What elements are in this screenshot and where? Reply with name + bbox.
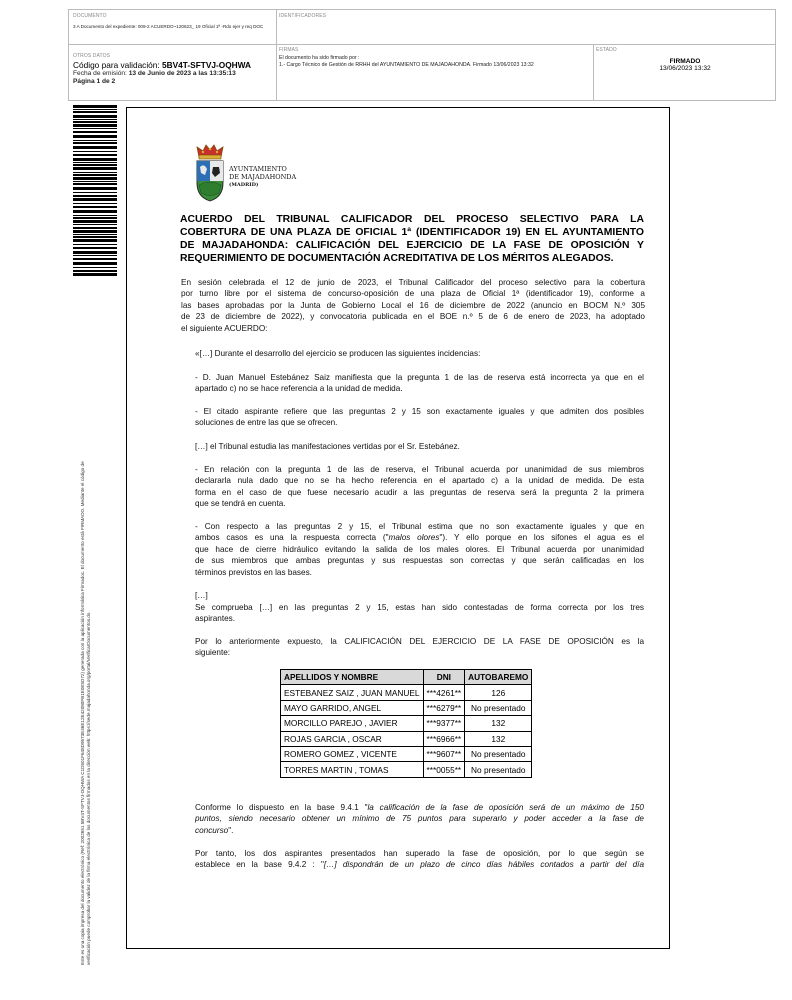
intro-paragraph <box>181 277 645 334</box>
barcode-bar <box>73 195 117 197</box>
fecha-label: Fecha de emisión: <box>73 70 127 77</box>
quote-line: soluciones de entre las que se ofrecen. <box>195 418 338 428</box>
quote-p9 <box>195 636 644 659</box>
firmas-value: 1.- Cargo Técnico de Gestión de RRHH del AYUNTAMIENTO DE MAJADAHONDA. Firmado 13/06/2023 13:32 <box>279 62 534 68</box>
coat-of-arms-logo <box>193 143 227 203</box>
cell-nombre: TORRES MARTIN , TOMAS <box>281 762 424 777</box>
fecha-value: 13 de Junio de 2023 a las 13:35:13 <box>128 70 236 77</box>
portanto-line <box>195 859 644 870</box>
codigo-label: Código para validación: <box>73 60 160 70</box>
quote-line: Por lo anteriormente expuesto, la CALIFICACIÓN DEL EJERCICIO DE LA FASE DE OPOSICIÓN es la <box>195 637 644 646</box>
barcode-bar <box>73 183 117 185</box>
quote-line: que se tendrá en cuenta. <box>195 499 286 509</box>
barcode-bar <box>73 230 117 233</box>
barcode-bar <box>73 255 117 256</box>
quote-p6 <box>195 521 644 578</box>
quote-p7-text: […] <box>195 591 208 600</box>
barcode <box>73 105 117 277</box>
quote-fragment: ambos casos es una la respuesta correcta (" <box>195 533 389 543</box>
conforme-line <box>195 825 644 836</box>
barcode-bar <box>73 109 117 110</box>
quote-line: términos previstos en las bases. <box>195 567 312 577</box>
barcode-bar <box>73 247 117 249</box>
barcode-bar <box>73 119 117 120</box>
validation-header <box>68 9 776 101</box>
barcode-bar <box>73 262 117 265</box>
barcode-bar <box>73 251 117 254</box>
barcode-bar <box>73 217 117 219</box>
cell-dni: ***9607** <box>423 746 465 761</box>
quote-p3 <box>195 406 644 429</box>
title-line-4: REQUERIMIENTO DE DOCUMENTACIÓN ACREDITATIVA DE LOS MÉRITOS ALEGADOS. <box>180 253 614 264</box>
intro-line: por turno libre por el sistema de concurso-oposición de una plaza de Oficial 1ª (identificador 19), conforme a <box>181 289 645 299</box>
barcode-bar <box>73 177 117 180</box>
quote-p7 <box>195 590 644 601</box>
barcode-bar <box>73 158 117 161</box>
identificadores-cell <box>279 13 326 19</box>
results-table <box>280 669 532 778</box>
estado-label: ESTADO <box>596 47 617 53</box>
quote-line: apartado c) no se hace referencia a la unidad de medida. <box>195 384 403 394</box>
cell-nombre: MAYO GARRIDO, ANGEL <box>281 700 424 715</box>
estado-cell <box>596 47 774 72</box>
documento-value: 3 A Documento del expediente: 009-2 ACUERDO~120623_ 19 Oficial 1ª -Rdo ejer y req DOC <box>73 24 264 29</box>
cell-autobaremo: No presentado <box>465 762 532 777</box>
conforme-italic: concurso <box>195 825 229 835</box>
firmas-intro: El documento ha sido firmado por : <box>279 55 360 61</box>
cell-nombre: ROMERO GOMEZ , VICENTE <box>281 746 424 761</box>
barcode-bar <box>73 131 117 133</box>
conforme-italic: puntos, siendo necesario obtener un mínimo de 75 puntos para superarlo y poder acceder a la fase de <box>195 814 644 824</box>
barcode-bar <box>73 203 117 204</box>
table-row <box>281 731 532 746</box>
side-verification-text <box>80 305 92 965</box>
barcode-bar <box>73 273 117 276</box>
estado-fecha: 13/06/2023 13:32 <box>659 65 711 72</box>
cell-nombre: MORCILLO PAREJO , JAVIER <box>281 716 424 731</box>
fecha-emision <box>73 70 273 78</box>
barcode-bar <box>73 267 117 268</box>
ayto-line1: AYUNTAMIENTO <box>229 165 287 173</box>
quote-line: de sus miembros que ambas preguntas y sus respuestas son correctas y que serán calificadas en los <box>195 556 644 566</box>
barcode-bar <box>73 128 117 129</box>
barcode-bar <box>73 236 117 238</box>
otros-datos-label: OTROS DATOS <box>73 53 111 59</box>
title-line-3: DE MAJADAHONDA: CALIFICACIÓN DEL EJERCICIO DE LA FASE DE OPOSICIÓN Y <box>180 240 644 251</box>
cell-dni: ***9377** <box>423 716 465 731</box>
barcode-bar <box>73 140 117 141</box>
side-text-line1: Este es una copia impresa del documento electrónico (Ref: 2002651 5BV4T-SFTVJ-OQHWA C1D501F648D9573E46E12E42080FB1E0E5D72) generada con la aplicación informática Firmadoc. El documento está FIRMADO. Mediante el código de <box>80 461 85 965</box>
table-row <box>281 746 532 761</box>
barcode-bar <box>73 210 117 213</box>
barcode-bar <box>73 115 117 118</box>
cell-dni: ***4261** <box>423 685 465 700</box>
table-row <box>281 700 532 715</box>
conforme-fragment: ". <box>228 825 234 835</box>
cell-nombre: ESTEBANEZ SAIZ , JUAN MANUEL <box>281 685 424 700</box>
barcode-bar <box>73 124 117 127</box>
cell-nombre: ROJAS GARCIA , OSCAR <box>281 731 424 746</box>
barcode-bar <box>73 239 117 242</box>
quote-p2 <box>195 372 644 395</box>
barcode-bar <box>73 227 117 229</box>
portanto-fragment: establece en la base 9.4.2 : " <box>195 860 324 870</box>
barcode-bar <box>73 270 117 272</box>
barcode-bar <box>73 192 117 193</box>
quote-line: declararla nula dado que no se ha hecho referencia en el apartado c) a la unidad de medida. De esta <box>195 476 644 486</box>
conforme-line <box>195 813 644 824</box>
quote-line: aspirantes. <box>195 614 236 624</box>
documento-label: DOCUMENTO <box>73 13 107 19</box>
conforme-italic: la calificación de la fase de oposición será de un máximo de 150 <box>367 803 644 812</box>
portanto-line: Por tanto, los dos aspirantes presentados han superado la fase de oposición, por lo que según se <box>195 849 644 858</box>
barcode-bar <box>73 111 117 113</box>
quote-line: forma en el caso de que fuese necesario acudir a las preguntas de reserva será la pregunta 2 la primera <box>195 487 644 497</box>
barcode-bar <box>73 174 117 176</box>
portanto-italic: […] dispondrán de un plazo de cinco días hábiles contados a partir del día <box>323 860 644 870</box>
barcode-bar <box>73 142 117 144</box>
barcode-bar <box>73 244 117 245</box>
cell-autobaremo: 132 <box>465 731 532 746</box>
firmas-cell <box>279 47 589 69</box>
barcode-bar <box>73 206 117 208</box>
barcode-bar <box>73 167 117 170</box>
intro-line: las bases aprobadas por la Junta de Gobierno Local el 16 de diciembre de 2022 (anuncio en BOCM N.º 305 <box>181 300 645 310</box>
ayto-line3: (MADRID) <box>229 182 259 188</box>
barcode-bar <box>73 224 117 225</box>
header-apellidos: APELLIDOS Y NOMBRE <box>281 670 424 685</box>
conforme-line <box>195 802 644 813</box>
barcode-bar <box>73 162 117 163</box>
barcode-bar <box>73 105 117 108</box>
cell-autobaremo: 126 <box>465 685 532 700</box>
quote-line: - Con respecto a las preguntas 2 y 15, el Tribunal estima que no son exactamente iguales y que en <box>195 522 644 531</box>
header-dni: DNI <box>423 670 465 685</box>
table-row <box>281 762 532 777</box>
estado-value: FIRMADO <box>669 58 701 65</box>
document-title <box>180 213 644 265</box>
intro-line: de 23 de diciembre de 2022), y convocatoria publicada en el BOE n.º 5 de 6 de enero de 2023, ha adoptado <box>181 312 645 322</box>
intro-line: el siguiente ACUERDO: <box>181 323 268 333</box>
otros-datos-cell <box>73 53 273 86</box>
table-row <box>281 685 532 700</box>
table-header-row <box>281 670 532 685</box>
quote-line: - El citado aspirante refiere que las preguntas 2 y 15 son exactamente iguales y que admiten dos posibles <box>195 407 644 416</box>
side-text-line2: verificación puede comprobar la validez de la firma electrónica de los documentos firmados en la dirección web: https://sede.majadahonda.org/portal/VerificarDocumentos.do <box>86 612 91 965</box>
quote-p4-text: […] el Tribunal estudia las manifestaciones vertidas por el Sr. Estebánez. <box>195 442 460 451</box>
barcode-bar <box>73 172 117 173</box>
cell-dni: ***0055** <box>423 762 465 777</box>
conforme-fragment: Conforme lo dispuesto en la base 9.4.1 " <box>195 803 368 812</box>
intro-line: En sesión celebrada el 12 de junio de 2023, el Tribunal Calificador del proceso selectivo para la cobertura <box>181 278 645 287</box>
quote-line: que hace de cierre hidráulico evitando la salida de los males olores. El Tribunal acuerda por unanimidad <box>195 544 644 554</box>
quote-line <box>195 532 644 543</box>
codigo-validacion <box>73 61 273 70</box>
quote-fragment: "). Y ello porque en los sifones el agua es el <box>439 533 644 543</box>
quote-line: siguiente: <box>195 648 231 658</box>
identificadores-label: IDENTIFICADORES <box>279 13 327 19</box>
cell-autobaremo: No presentado <box>465 700 532 715</box>
quote-p1 <box>195 348 644 359</box>
cell-dni: ***6966** <box>423 731 465 746</box>
firmas-label: FIRMAS <box>279 47 299 53</box>
barcode-bar <box>73 220 117 223</box>
table-row <box>281 716 532 731</box>
conforme-paragraph <box>195 802 644 836</box>
quote-p4 <box>195 441 644 452</box>
title-line-1: ACUERDO DEL TRIBUNAL CALIFICADOR DEL PROCESO SELECTIVO PARA LA <box>180 214 644 225</box>
quote-line: - En relación con la pregunta 1 de las de reserva, el Tribunal acuerda por unanimidad de sus miembros <box>195 465 644 474</box>
barcode-bar <box>73 187 117 190</box>
codigo-value: 5BV4T-SFTVJ-OQHWA <box>162 60 252 70</box>
portanto-paragraph <box>195 848 644 871</box>
barcode-bar <box>73 121 117 123</box>
title-line-2: COBERTURA DE UNA PLAZA DE OFICIAL 1ª (IDENTIFICADOR 19) EN EL AYUNTAMIENTO <box>180 227 644 238</box>
barcode-bar <box>73 258 117 260</box>
barcode-bar <box>73 198 117 201</box>
quote-italic: malos olores <box>388 533 440 543</box>
ayuntamiento-name <box>229 165 296 189</box>
quote-p1-text: «[…] Durante el desarrollo del ejercicio se producen las siguientes incidencias: <box>195 349 481 358</box>
cell-autobaremo: No presentado <box>465 746 532 761</box>
cell-autobaremo: 132 <box>465 716 532 731</box>
quote-p5 <box>195 464 644 510</box>
ayto-line2: DE MAJADAHONDA <box>229 173 297 181</box>
cell-dni: ***6279** <box>423 700 465 715</box>
quote-line: Se comprueba […] en las preguntas 2 y 15, estas han sido contestadas de forma correcta por los tres <box>195 603 644 612</box>
barcode-bar <box>73 146 117 149</box>
quote-p8 <box>195 602 644 625</box>
barcode-bar <box>73 135 117 138</box>
barcode-bar <box>73 215 117 216</box>
documento-cell <box>73 13 273 30</box>
header-autobaremo: AUTOBAREMO <box>465 670 532 685</box>
barcode-bar <box>73 151 117 152</box>
quote-line: - D. Juan Manuel Estebánez Saiz manifiesta que la pregunta 1 de las de reserva está incorrecta ya que en el <box>195 373 644 382</box>
barcode-bar <box>73 234 117 235</box>
barcode-bar <box>73 181 117 182</box>
barcode-bar <box>73 164 117 166</box>
pagina-info: Página 1 de 2 <box>73 78 116 85</box>
barcode-bar <box>73 154 117 156</box>
